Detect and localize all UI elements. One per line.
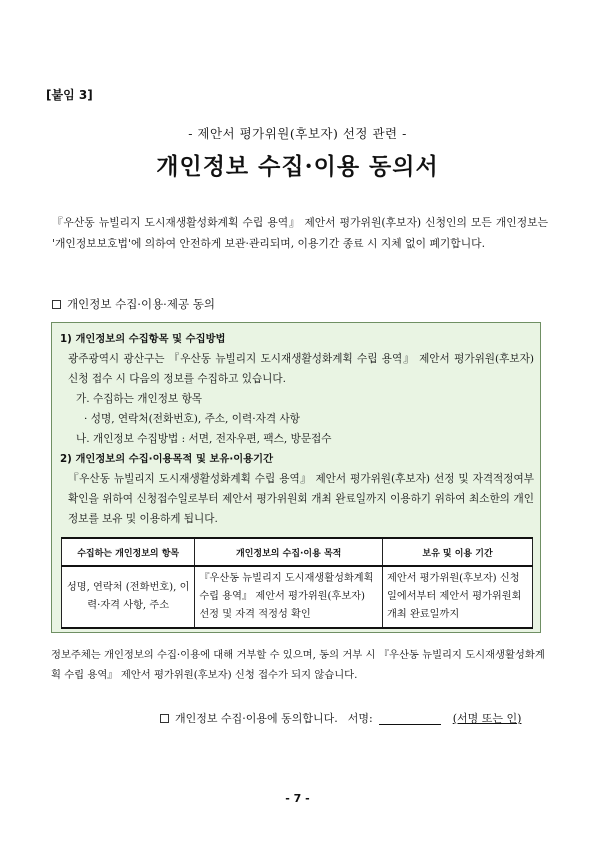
attachment-tag: [붙임 3]: [46, 88, 93, 102]
info-box: [51, 322, 541, 633]
item-b: 나. 개인정보 수집방법 : 서면, 전자우편, 팩스, 방문접수: [76, 433, 332, 445]
page-number: - 7 -: [285, 792, 310, 805]
table-cell: 제안서 평가위원(후보자) 신청일에서부터 제안서 평가위원회 개최 완료일까지: [383, 566, 533, 628]
consent-checkbox[interactable]: [160, 714, 169, 723]
table-cell: 성명, 연락처 (전화번호), 이력·자격 사항, 주소: [62, 566, 195, 628]
consent-label: 개인정보 수집·이용에 동의합니다.: [175, 712, 338, 725]
consent-line: [160, 710, 521, 726]
refusal-notice: 정보주체는 개인정보의 수집·이용에 대해 거부할 수 있으며, 동의 거부 시 『우산동 뉴빌리지 도시재생활성화계획 수립 용역』 제안서 평가위원(후보자) 신청 접수가 되지 않습니다.: [51, 649, 545, 681]
signature-hint: (서명 또는 인): [452, 712, 522, 725]
item-a-detail: · 성명, 연락처(전화번호), 주소, 이력·자격 사항: [84, 413, 300, 425]
heading-collection-items: 1) 개인정보의 수집항목 및 수집방법: [60, 333, 226, 345]
section-heading: [52, 296, 215, 312]
section-label: 개인정보 수집·이용·제공 동의: [67, 297, 215, 311]
table-header-cell: 수집하는 개인정보의 항목: [62, 538, 195, 566]
section-checkbox[interactable]: [52, 300, 61, 309]
document-title: 개인정보 수집·이용 동의서: [156, 153, 439, 180]
collection-paragraph: 광주광역시 광산구는 『우산동 뉴빌리지 도시재생활성화계획 수립 용역』 제안서 평가위원(후보자) 신청 접수 시 다음의 정보를 수집하고 있습니다.: [68, 353, 534, 385]
table-header-cell: 개인정보의 수집·이용 목적: [195, 538, 383, 566]
document-subtitle: - 제안서 평가위원(후보자) 선정 관련 -: [188, 126, 407, 141]
item-a: 가. 수집하는 개인정보 항목: [76, 393, 203, 405]
table-cell: 『우산동 뉴빌리지 도시재생활성화계획 수립 용역』 제안서 평가위원(후보자) 선정 및 자격 적정성 확인: [195, 566, 383, 628]
signature-label: 서명:: [347, 712, 373, 725]
intro-paragraph: 『우산동 뉴빌리지 도시재생활성화계획 수립 용역』 제안서 평가위원(후보자) 신청인의 모든 개인정보는 '개인정보보호법'에 의하여 안전하게 보관·관리되며, 이용기간 종료 시 지체 없이 폐기합니다.: [52, 216, 548, 250]
table-header-row: [62, 538, 533, 566]
purpose-paragraph: 『우산동 뉴빌리지 도시재생활성화계획 수립 용역』 제안서 평가위원(후보자) 선정 및 자격적정여부 확인을 위하여 신청접수일로부터 제안서 평가위원회 개최 완료일까지 이용하기 위하여 최소한의 개인정보를 보유 및 이용하게 됩니다.: [68, 473, 534, 525]
signature-field[interactable]: [379, 712, 441, 725]
table-header-cell: 보유 및 이용 기간: [383, 538, 533, 566]
table-row: [62, 566, 533, 628]
info-table: [61, 537, 533, 629]
heading-purpose-period: 2) 개인정보의 수집·이용목적 및 보유·이용기간: [60, 453, 274, 465]
